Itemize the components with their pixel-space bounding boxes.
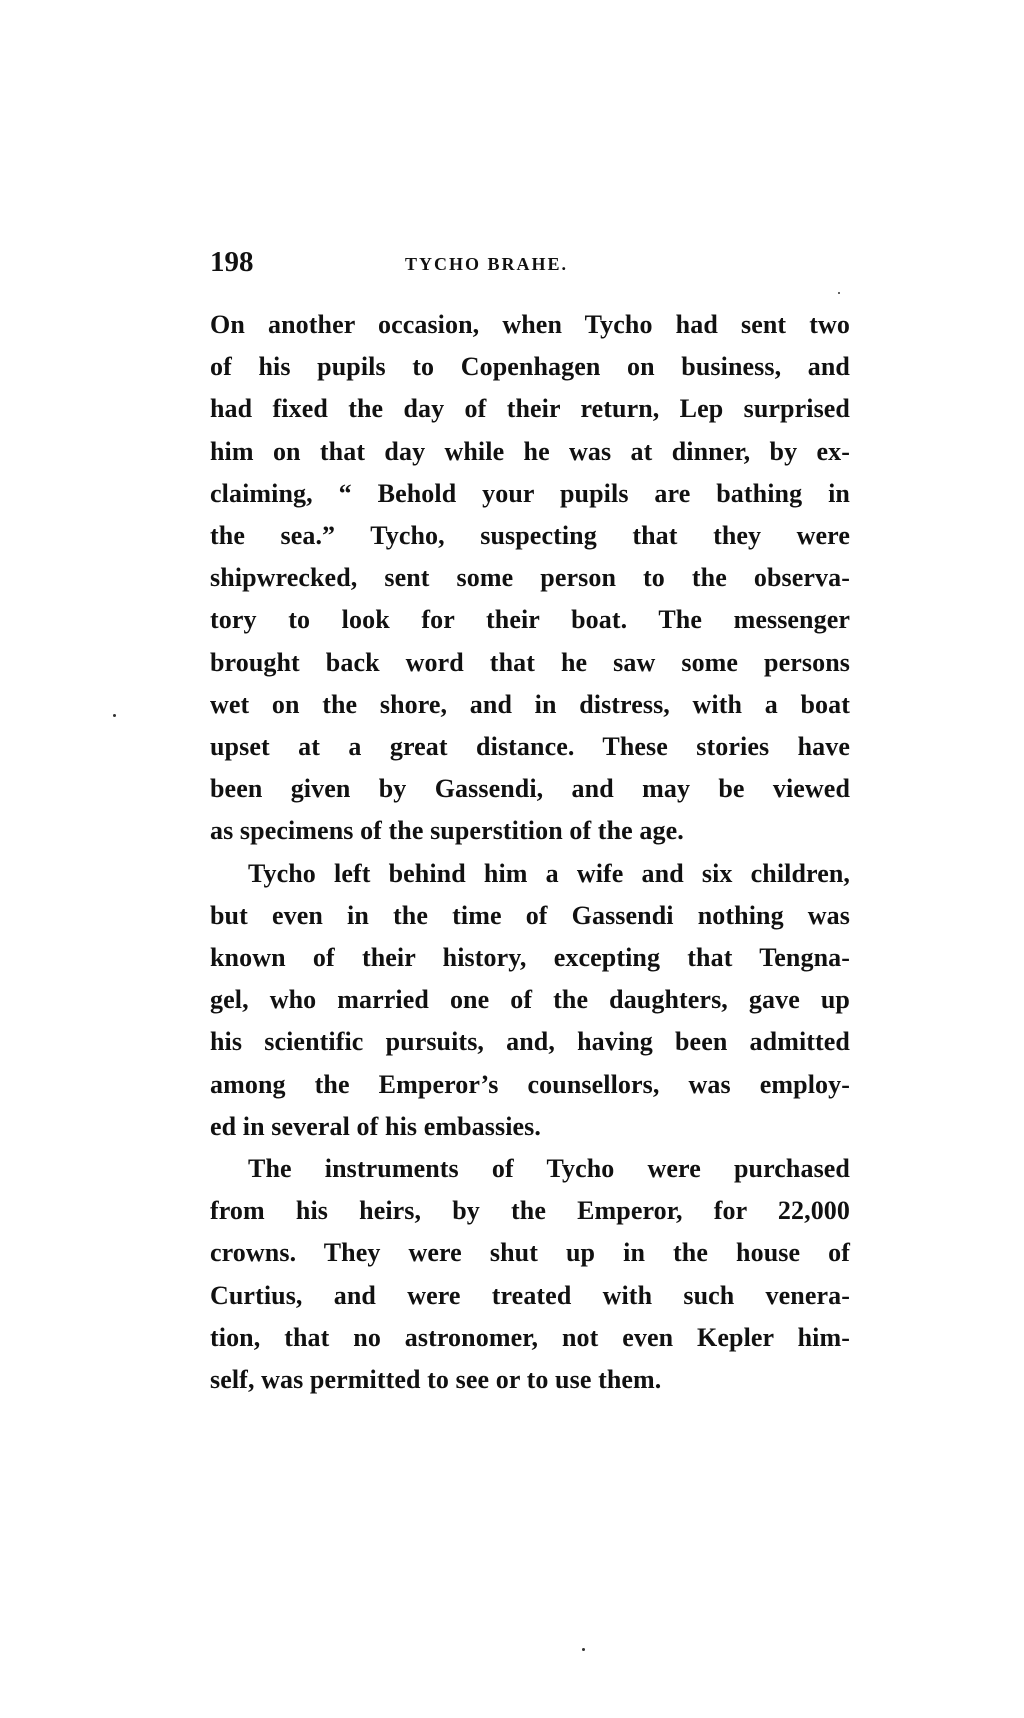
paragraph-2	[210, 853, 850, 1148]
text-line: ed in several of his embassies.	[210, 1111, 541, 1141]
page-number: 198	[210, 246, 254, 278]
text-line: Tycho left behind him a wife and six children,	[248, 858, 850, 888]
page-header	[210, 246, 850, 286]
text-line: tory to look for their boat. The messenger	[210, 605, 850, 635]
paragraph-3	[210, 1148, 850, 1401]
text-line: been given by Gassendi, and may be viewed	[210, 774, 850, 804]
text-line: gel, who married one of the daughters, gave up	[210, 985, 850, 1015]
text-line: Curtius, and were treated with such venera-	[210, 1280, 850, 1310]
text-line: shipwrecked, sent some person to the observa-	[210, 563, 850, 593]
running-head: TYCHO BRAHE.	[405, 254, 569, 274]
text-line: his scientific pursuits, and, having been admitted	[210, 1027, 850, 1057]
text-line: tion, that no astronomer, not even Kepler him-	[210, 1322, 850, 1352]
text-line: among the Emperor’s counsellors, was employ-	[210, 1069, 850, 1099]
text-line: upset at a great distance. These stories have	[210, 732, 850, 762]
text-line: of his pupils to Copenhagen on business, and	[210, 352, 850, 382]
speck	[113, 714, 116, 717]
text-line: self, was permitted to see or to use them.	[210, 1365, 662, 1395]
speck	[838, 292, 840, 294]
text-line: The instruments of Tycho were purchased	[248, 1154, 850, 1184]
text-line: wet on the shore, and in distress, with a boat	[210, 689, 850, 719]
text-line: On another occasion, when Tycho had sent two	[210, 310, 850, 339]
body-text	[210, 304, 850, 1401]
text-line: from his heirs, by the Emperor, for 22,000	[210, 1196, 850, 1226]
text-line: crowns. They were shut up in the house of	[210, 1238, 850, 1268]
text-line: had fixed the day of their return, Lep surprised	[210, 394, 850, 424]
text-line: claiming, “ Behold your pupils are bathing in	[210, 478, 850, 508]
text-line: as specimens of the superstition of the age.	[210, 816, 684, 846]
text-line: but even in the time of Gassendi nothing was	[210, 900, 850, 930]
text-line: known of their history, excepting that Tengna-	[210, 943, 850, 973]
speck	[582, 1648, 585, 1651]
text-line: brought back word that he saw some persons	[210, 647, 850, 677]
text-line: the sea.” Tycho, suspecting that they were	[210, 521, 850, 551]
text-line: him on that day while he was at dinner, by ex-	[210, 436, 850, 466]
paragraph-1	[210, 304, 850, 853]
